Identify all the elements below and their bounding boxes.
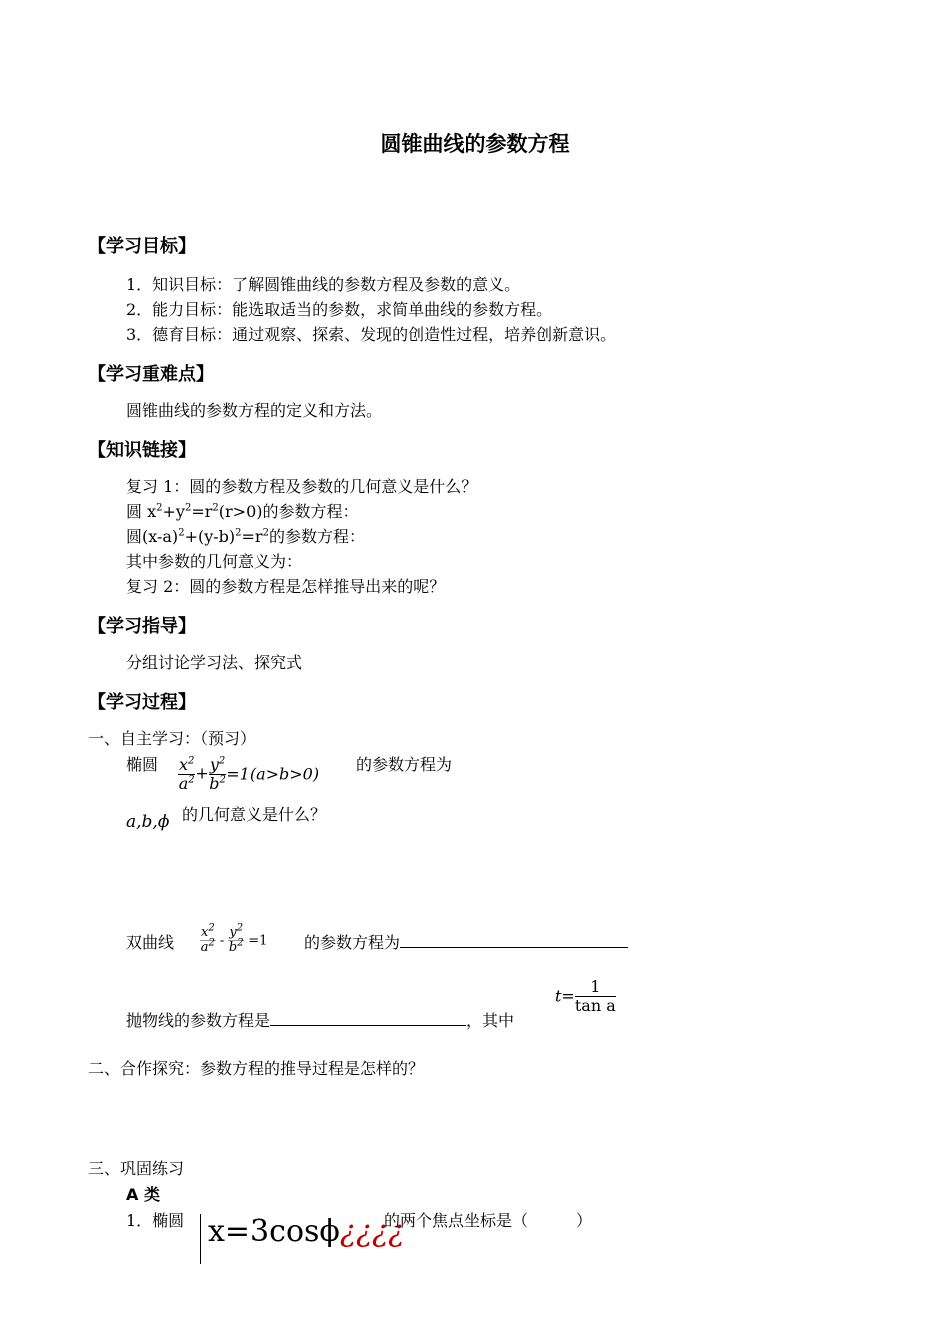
hyperbola-tail: 的参数方程为: [304, 930, 628, 953]
question-1-prefix: 1．椭圆: [126, 1211, 185, 1230]
question-1-suffix: 的两个焦点坐标是（ ）: [384, 1211, 593, 1230]
heading-links: 【知识链接】: [88, 440, 196, 461]
part-3-title: 三、巩固练习: [88, 1159, 185, 1178]
heading-process: 【学习过程】: [88, 692, 196, 713]
part-1-title: 一、自主学习：（预习）: [88, 729, 257, 748]
question-1-equation: x=3cosϕ¿¿¿¿: [208, 1214, 405, 1249]
key-points-text: 圆锥曲线的参数方程的定义和方法。: [126, 401, 383, 420]
hyperbola-label: 双曲线: [126, 933, 175, 952]
ellipse-equation: $\frac{x^2}{a^2}$ + $\frac{y^2}{b^2}$ =1(a>b>0): [178, 755, 320, 793]
parabola-answer-blank[interactable]: [270, 1011, 466, 1026]
hyperbola-answer-blank[interactable]: [400, 933, 628, 948]
review-2: 复习 2：圆的参数方程是怎样推导出来的呢？: [126, 577, 446, 596]
review-1: 复习 1：圆的参数方程及参数的几何意义是什么？: [126, 477, 478, 496]
circle-equation-2: 圆$(x-a)^2+(y-b)^2=r^2$的参数方程：: [126, 527, 365, 546]
goal-item-3: 3．德育目标：通过观察、探索、发现的创造性过程，培养创新意识。: [126, 325, 617, 344]
geo-meaning: 其中参数的几何意义为：: [126, 552, 303, 571]
class-a-label: A 类: [126, 1185, 160, 1204]
hyperbola-equation: $\frac{x^2}{a^2}$ - $\frac{y^2}{b^2}$ =1: [200, 922, 268, 956]
heading-guidance: 【学习指导】: [88, 616, 196, 637]
ellipse-label: 椭圆: [126, 755, 159, 774]
goal-item-1: 1．知识目标：了解圆锥曲线的参数方程及参数的意义。: [126, 275, 521, 294]
brace-left: [200, 1214, 201, 1264]
heading-key-points: 【学习重难点】: [88, 364, 214, 385]
heading-goals: 【学习目标】: [88, 236, 196, 257]
page-title: 圆锥曲线的参数方程: [380, 132, 570, 156]
part-2-title: 二、合作探究：参数方程的推导过程是怎样的？: [88, 1059, 425, 1078]
params-question: 的几何意义是什么？: [182, 805, 327, 824]
parabola-line: 抛物线的参数方程是 ，其中: [126, 1011, 515, 1030]
params-symbols: a,b,ϕ: [126, 812, 170, 832]
t-definition: t= $\frac{1}{\text{tan a}}$: [555, 977, 616, 1015]
ellipse-tail: 的参数方程为: [356, 755, 453, 774]
guidance-text: 分组讨论学习法、探究式: [126, 653, 303, 672]
goal-item-2: 2．能力目标：能选取适当的参数，求简单曲线的参数方程。: [126, 300, 553, 319]
circle-equation-1: 圆 $x^2+y^2=r^2(r>0)$的参数方程：: [126, 502, 359, 521]
